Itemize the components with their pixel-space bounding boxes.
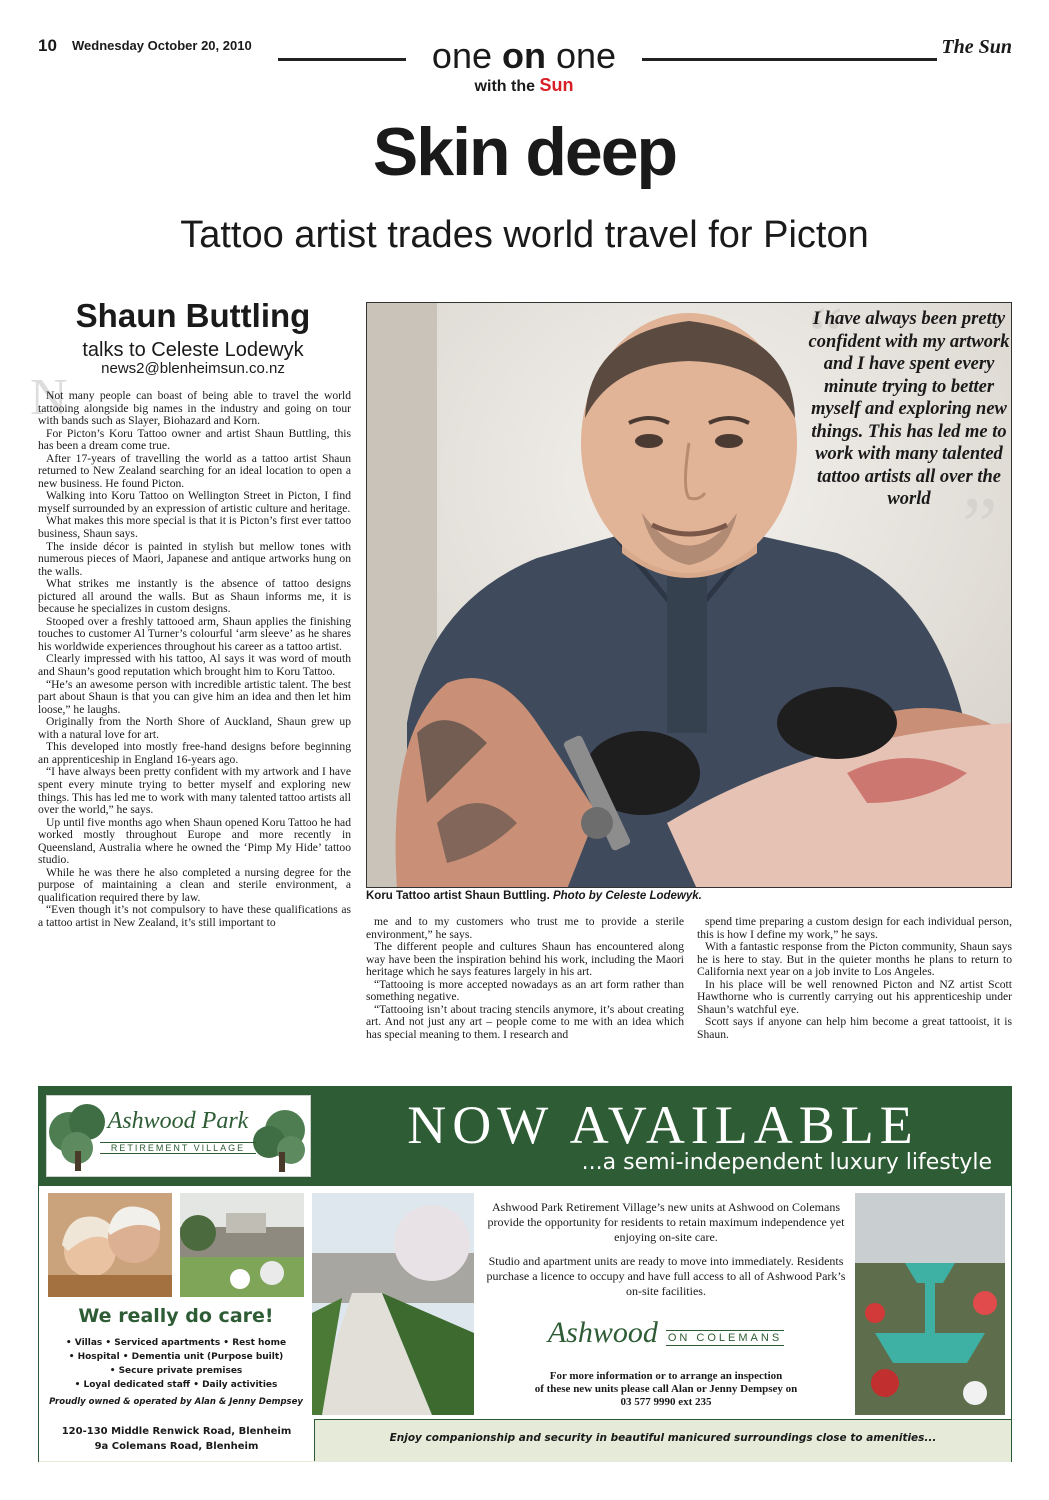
article-column-1 xyxy=(38,390,351,1080)
logo2-script: Ashwood xyxy=(547,1316,658,1349)
header-rule-right xyxy=(642,58,937,61)
open-quote-mark: “ xyxy=(808,292,844,380)
ad-headline: NOW AVAILABLE xyxy=(407,1095,919,1155)
article-paragraph: Not many people can boast of being able to travel the world tattooing alongside big names in the industry and going on tour with bands such as Slayer, Biohazard and Korn. xyxy=(38,390,351,428)
section-subtitle: with the Sun xyxy=(474,75,574,95)
photo-caption: Koru Tattoo artist Shaun Buttling. Photo by Celeste Lodewyk. xyxy=(366,890,702,902)
ad-service-line: • Loyal dedicated staff • Daily activities xyxy=(74,1380,278,1390)
pull-quote: I have always been pretty confident with my artwork and I have spent every minute trying to better myself and exploring new things. This has led me to work with many talented tattoo artists all over the world xyxy=(808,309,1010,509)
article-paragraph: me and to my customers who trust me to provide a sterile environment,” he says. xyxy=(366,916,684,941)
article-paragraph: “Tattooing isn’t about tracing stencils anymore, it’s about creating art. And not just any art – people come to me with an idea which has special meaning to them. I research and xyxy=(366,1002,684,1041)
article-paragraph: In his place will be well renowned Picton and NZ artist Scott Hawthorne who is currently carrying out his apprenticeship under Shaun’s watchful eye. xyxy=(697,977,1012,1016)
ad-owners: Proudly owned & operated by Alan & Jenny Dempsey xyxy=(49,1397,303,1407)
article-headline: Skin deep xyxy=(372,114,677,190)
article-paragraph: Clearly impressed with his tattoo, Al says it was word of mouth and Shaun’s good reputation which brought him to Koru Tattoo. xyxy=(38,652,351,679)
ad-info-paragraph: Ashwood Park Retirement Village’s new units at Ashwood on Colemans provide the opportunity for residents to retain maximum independence yet enjoying on-site care. xyxy=(487,1200,845,1244)
byline-name: Shaun Buttling xyxy=(75,297,311,334)
article-paragraph: spend time preparing a custom design for each individual person, this is how I define my work,” he says. xyxy=(697,916,1012,941)
village-photo xyxy=(180,1193,304,1297)
page-number: 10 xyxy=(38,36,57,55)
article-paragraph: “I have always been pretty confident with my artwork and I have spent every minute trying to better myself and exploring new things. This has led me to work with many talented tattoo artists all over the world,” he says. xyxy=(38,765,351,817)
issue-date: Wednesday October 20, 2010 xyxy=(72,38,252,53)
ad-logo-name: Ashwood Park xyxy=(107,1108,249,1134)
article-column-2 xyxy=(366,916,684,1081)
ad-care-slogan: We really do care! xyxy=(78,1305,274,1327)
section-title: one on one xyxy=(431,35,617,76)
article-paragraph: Walking into Koru Tattoo on Wellington Street in Picton, I find myself surrounded by an expression of artistic culture and heritage. xyxy=(38,489,351,515)
ad-footer-slogan: Enjoy companionship and security in beautiful manicured surroundings close to amenities... xyxy=(389,1432,937,1444)
article-paragraph: After 17-years of travelling the world as a tattoo artist Shaun returned to New Zealand searching for an ideal location to open a new business. He found Picton. xyxy=(38,451,351,490)
article-paragraph: The different people and cultures Shaun has encountered along way have been the inspiration behind his work, including the Maori heritage which he says features largely in his art. xyxy=(366,940,684,979)
ad-phone[interactable]: 03 577 9990 ext 235 xyxy=(620,1396,712,1408)
ad-service-line: • Hospital • Dementia unit (Purpose built) xyxy=(68,1352,284,1362)
article-paragraph: This developed into mostly free-hand designs before beginning an apprenticeship in England 16-years ago. xyxy=(38,740,351,766)
close-quote-mark: ” xyxy=(962,482,998,570)
header-rule-left xyxy=(278,58,406,61)
article-paragraph: Scott says if anyone can help him become a great tattooist, it is Shaun. xyxy=(697,1015,1012,1041)
couple-photo xyxy=(48,1193,172,1297)
article-paragraph: Stooped over a freshly tattooed arm, Shaun applies the finishing touches to customer Al Turner’s colourful ‘arm sleeve’ as he shares his worldwide experiences throughout his career as a tattoo artist. xyxy=(38,614,351,653)
article-paragraph: With a fantastic response from the Picton community, Shaun says he is here to stay. But in the quieter months he plans to return to California next year on a job invite to Los Angeles. xyxy=(697,940,1012,979)
garden-path-photo xyxy=(312,1193,474,1415)
article-paragraph: “Even though it’s not compulsory to have these qualifications as a tattoo artist in New Zealand, it’s still important to xyxy=(38,903,351,929)
ad-contact: For more information or to arrange an inspection of these new units please call Alan or Jenny Dempsey on 03 577 9990 ext 235 xyxy=(486,1370,846,1409)
ad-info-text xyxy=(486,1200,846,1308)
article-paragraph: “Tattooing is more accepted nowadays as an art form rather than something negative. xyxy=(366,977,684,1004)
article-paragraph: While he was there he also completed a nursing degree for the purpose of maintaining a clean and sterile environment, a qualification required there by law. xyxy=(38,865,351,904)
article-paragraph: Up until five months ago when Shaun opened Koru Tattoo he had worked mostly throughout Europe and more recently in Queensland, Australia where he owned the ‘Pimp My Hide’ tattoo studio. xyxy=(38,815,351,867)
ad-service-line: • Villas • Serviced apartments • Rest home xyxy=(65,1338,287,1348)
article-paragraph: The inside décor is painted in stylish but mellow tones with numerous pieces of Maori, Japanese and antique artworks hung on the walls. xyxy=(38,539,351,578)
ad-logo-subtitle: RETIREMENT VILLAGE xyxy=(100,1142,256,1154)
article-column-3 xyxy=(697,916,1012,1081)
byline-email[interactable]: news2@blenheimsun.co.nz xyxy=(101,360,285,377)
ad-info-paragraph: Studio and apartment units are ready to move into immediately. Residents purchase a licence to occupy and have full access to all of Ashwood Park’s on-site facilities. xyxy=(486,1254,846,1298)
article-paragraph: For Picton’s Koru Tattoo owner and artist Shaun Buttling, this has been a dream come true. xyxy=(38,426,351,453)
article-paragraph: What makes this more special is that it is Picton’s first ever tattoo business, Shaun says. xyxy=(38,514,351,541)
ad-address: 120-130 Middle Renwick Road, Blenheim 9a Colemans Road, Blenheim xyxy=(39,1419,315,1461)
ad-tagline: ...a semi-independent luxury lifestyle xyxy=(581,1150,992,1175)
drop-cap: N xyxy=(30,369,68,426)
article-paragraph: Originally from the North Shore of Auckland, Shaun grew up with a natural love for art. xyxy=(38,715,351,741)
ashwood-colemans-logo xyxy=(486,1316,846,1350)
masthead-logo: The Sun xyxy=(941,36,1012,58)
byline-reporter: talks to Celeste Lodewyk xyxy=(82,339,304,361)
article-paragraph: What strikes me instantly is the absence of tattoo designs pictured all around the walls. But as Shaun informs me, it is because he specializes in custom designs. xyxy=(38,577,351,616)
ad-service-line: • Secure private premises xyxy=(109,1366,243,1376)
fountain-photo xyxy=(855,1193,1005,1415)
article-paragraph: “He’s an awesome person with incredible artistic talent. The best part about Shaun is that you can give him an idea and then let him loose,” he laughs. xyxy=(38,677,351,716)
ad-services-list xyxy=(44,1336,308,1392)
logo2-subtitle: ON COLEMANS xyxy=(667,1331,783,1344)
article-subheadline: Tattoo artist trades world travel for Picton xyxy=(180,214,869,256)
